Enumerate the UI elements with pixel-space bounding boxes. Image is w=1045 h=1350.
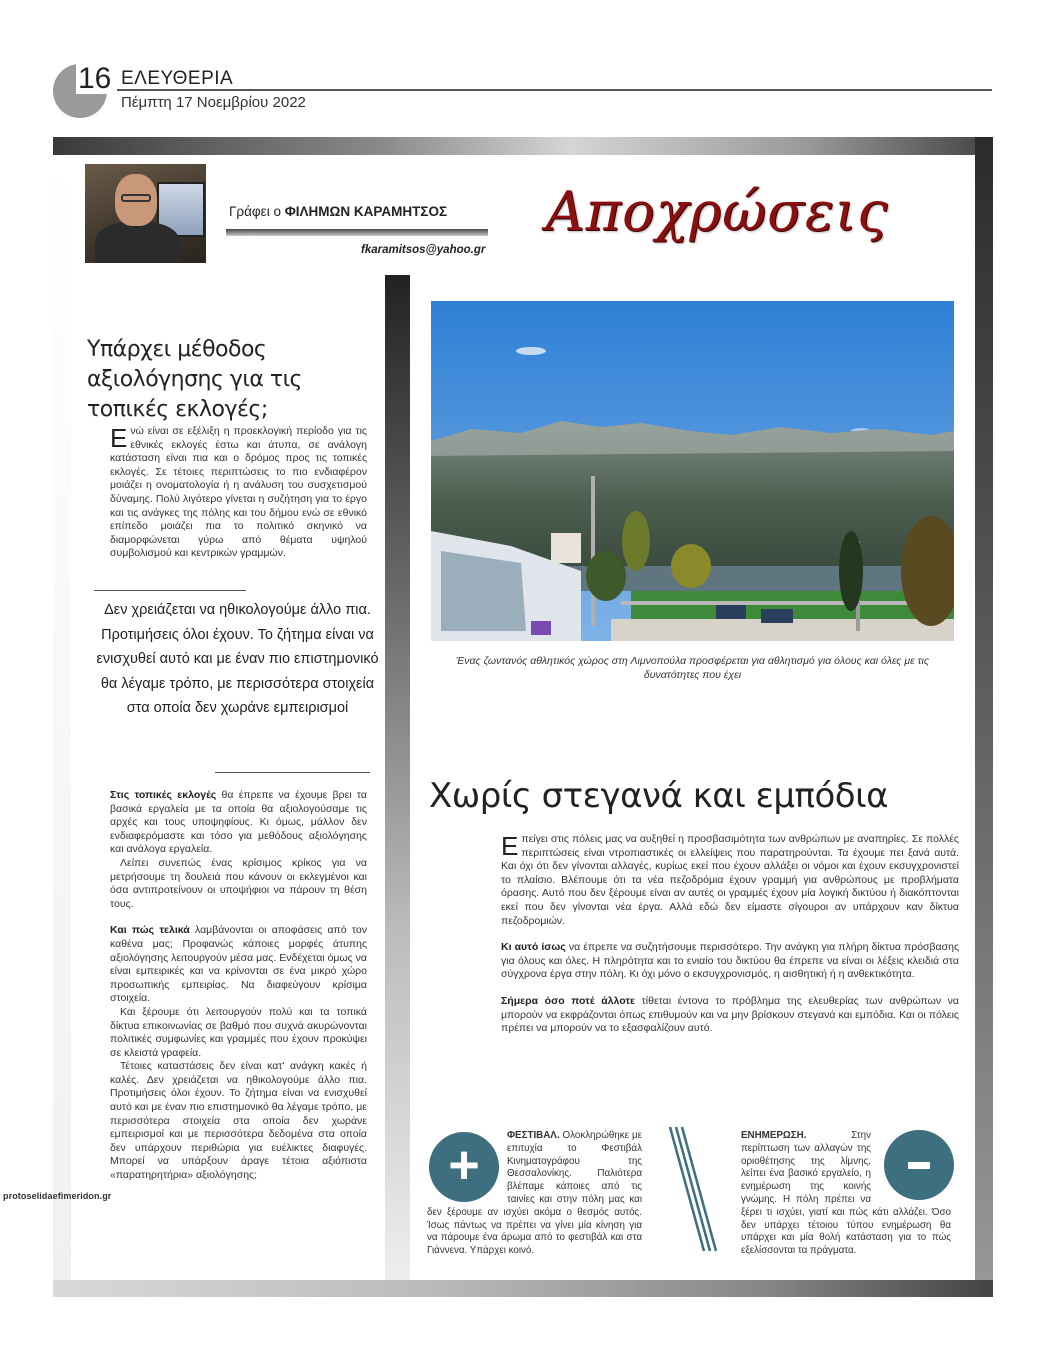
paragraph: Κι αυτό ίσως να έπρεπε να συζητήσουμε περισσότερο. Την ανάγκη για πλήρη δίκτυα πρόσβασης για όλους και όλες. Η πληρότητα και το ενιαίο του δικτύου θα έπρεπε να είναι οι λέξεις κλειδιά στα σύγχρονα έργα στην πόλη. Κι όχι μόνο ο εκσυγχρονισμός, η αισθητική ή η ανθεκτικότητα. <box>501 941 959 981</box>
paragraph: Επείγει στις πόλεις μας να αυξηθεί η προσβασιμότητα των ανθρώπων με αναπηρίες. Σε πολλές περιπτώσεις είναι ντροπιαστικές οι ελλείψεις που παρατηρούνται. Τα έχουμε πει ξανά αυτά. Και όχι ότι δεν γίνονται αλλαγές, κυρίως εκεί που έχουν αλλάξει οι νόμοι και έχουν εκσυγχρονιστεί το πλαίσιο. Βλέπουμε ότι τα νέα πεζοδρόμια έχουν γραμμή για ανθρώπους με προβλήματα όρασης. Αυτό που δεν ξέρουμε είναι αν αυτές οι γραμμές έχουν μία λογική δικτύου ή διακόπτονται εκεί που δεν γίνονται νέα έργα. Αλλά εδώ δεν είμαστε σίγουροι αν υπάρχουν καν δίκτυα πεζοδρομιών. <box>501 831 959 927</box>
newspaper-name: ΕΛΕΥΘΕΡΙΑ <box>121 68 234 89</box>
frame-top-bar <box>53 137 993 155</box>
column-divider <box>385 275 410 1280</box>
author-email[interactable]: fkaramitsos@yahoo.gr <box>361 244 486 256</box>
paragraph: Λείπει συνεπώς ένας κρίσιμος κρίκος για να μετρήσουμε τη δουλειά που κάνουν οι εκλεγμένοι και όσα αντιπροτείνουν οι υποψήφιοι να πάρουν τη θέση τους. <box>110 856 367 910</box>
pull-quote-rule-top <box>94 590 246 591</box>
author-photo <box>85 164 206 263</box>
slash-divider-icon <box>660 1125 718 1253</box>
sports-field-photo <box>431 301 954 641</box>
author-name: ΦΙΛΗΜΩΝ ΚΑΡΑΜΗΤΣΟΣ <box>284 204 448 219</box>
pull-quote: Δεν χρειάζεται να ηθικολογούμε άλλο πια. Προτιμήσεις όλοι έχουν. Το ζήτημα είναι να ενισχυθεί αυτό και με έναν πιο επιστημονικό θα λέγαμε τρόπο, με περισσότερα στοιχεία στα οποία δεν χωράνε εμπειρισμοί <box>96 602 379 716</box>
pull-quote-rule-bottom <box>215 772 370 773</box>
minus-icon <box>884 1130 954 1200</box>
left-article-body <box>110 789 367 1183</box>
minus-box-text: ΕΝΗΜΕΡΩΣΗ. Στην περίπτωση των αλλαγών της οριοθέτησης της λίμνης, λείπει ένα βασικό εργαλείο, η ενημέρωση της κοινής γνώμης. Η πόλη πρέπει να ξέρει τι ισχύει, γιατί και πώς κάτι αλλάζει. Όσο δεν υπάρχει τέτοιου τύπου ενημέρωση θα υπάρχει και μία θολή κατάσταση για το πώς εξελίσσονται τα πράγματα. <box>741 1130 951 1257</box>
header-rule <box>117 89 992 91</box>
drop-cap: Ε <box>501 831 519 861</box>
left-article-headline: Υπάρχει μέθοδος αξιολόγησης για τις τοπικές εκλογές; <box>87 337 302 422</box>
right-article-headline: Χωρίς στεγανά και εμπόδια <box>429 776 889 816</box>
paragraph: Και ξέρουμε ότι λειτουργούν πολύ και τα τοπικά δίκτυα επικοινωνίας σε βαθμό που συχνά ακυρώνονται πολιτικές συμφωνίες και γραμμές που έχουν προκύψει σε κλειστά γραφεία. <box>110 1005 367 1059</box>
paragraph: Στις τοπικές εκλογές θα έπρεπε να έχουμε βρει τα βασικά εργαλεία με τα οποία θα αξιολογούσαμε τις αρχές και τους υποψηφίους. Κι όμως, μάλλον δεν ενδιαφερόμαστε και τόσο για μεθόδους αξιολόγησης και ανάλογα εργαλεία. <box>110 789 368 856</box>
right-article-body <box>501 833 959 1049</box>
paragraph: Τέτοιες καταστάσεις δεν είναι κατ' ανάγκη κακές ή καλές. Δεν χρειάζεται να ηθικολογούμε άλλο πια. Προτιμήσεις όλοι έχουν. Το ζήτημα είναι να ενισχυθεί αυτό και με έναν πιο επιστημονικό θα λέγαμε τρόπο, με περισσότερα στοιχεία στα οποία δεν χωράνε εμπειρισμοί και με περισσότερα δεδομένα στα οποία δεν υπάρχουν περιθώρια για ευέλικτες διαφυγές. Μπορεί να υπάρξουν άραγε τέτοια αξιόπιστα «παρατηρητήρια» αξιολόγησης; <box>110 1060 367 1182</box>
author-byline: Γράφει ο ΦΙΛΗΜΩΝ ΚΑΡΑΜΗΤΣΟΣ <box>229 204 448 219</box>
left-article-intro: Ενώ είναι σε εξέλιξη η προεκλογική περίοδο για τις εθνικές εκλογές έστω και άτυπα, σε ανάλογη κατάσταση είναι πια και ο δρόμος προς τις τοπικές εκλογές. Σε τέτοιες περιπτώσεις το πιο ενδιαφέρον μοιάζει η ονοματολογία ή η ανάλυση του συσχετισμού δύναμης. Πολύ λιγότερο γίνεται η συζήτηση για το έργο και τις ανάγκες της πόλης και του δήμου ενώ σε εθνικό επίπεδο μοιάζει πια το πολιτικό σκηνικό να διαμορφώνεται γύρω από θέματα υψηλού συμβολισμού και κεντρικών γραμμών. <box>110 423 367 560</box>
publication-date: Πέμπτη 17 Νοεμβρίου 2022 <box>121 94 306 111</box>
source-watermark: protoselidaefimeridon.gr <box>3 1191 112 1201</box>
plus-icon: + <box>429 1132 499 1202</box>
paragraph: Και πώς τελικά λαμβάνονται οι αποφάσεις από τον καθένα μας; Προφανώς κάποιες μορφές άτυπης αξιολόγησης λειτουργούν μέσα μας. Ενδέχεται όμως να είναι εμπειρικές και να κρίνονται σε ένα μικρό χώρο προσωπικής εμπειρίας. Να διαφεύγουν κρίσιμα στοιχεία. <box>110 924 367 1005</box>
frame-right-bar <box>975 137 993 1297</box>
frame-bottom-bar <box>53 1280 993 1297</box>
drop-cap: Ε <box>110 423 128 453</box>
plus-box-text: ΦΕΣΤΙΒΑΛ. Ολοκληρώθηκε με επιτυχία το Φεστιβάλ Κινηματογράφου της Θεσσαλονίκης. Παλιότερα βλέπαμε κάποιες από τις ταινίες και στην πόλη μας και δεν ξέρουμε αν ισχύει ακόμα ο θεσμός αυτός. Ίσως πάντως να πρέπει να γίνει μία κίνηση για να πάρουμε ένα άρωμα από το φεστιβάλ και στα Γιάννενα. Υπάρχει κοινό. <box>427 1130 642 1257</box>
paragraph: Σήμερα όσο ποτέ άλλοτε τίθεται έντονα το πρόβλημα της ελευθερίας των ανθρώπων να μπορούν να εκφράζονται όπως επιθυμούν και να μην βρίσκουν στεγανά και εμπόδια. Και οι πόλεις πρέπει να μπορούν να το εξασφαλίζουν αυτό. <box>501 994 959 1035</box>
page-number: 16 <box>78 62 112 95</box>
column-title-logo: Αποχρώσεις <box>545 179 889 243</box>
byline-rule <box>226 229 488 236</box>
frame-left-bar <box>53 155 71 1297</box>
photo-caption: Ένας ζωντανός αθλητικός χώρος στη Λιμνοπούλα προσφέρεται για αθλητισμό για όλους και όλες με τις δυνατότητες που έχει <box>456 655 929 681</box>
